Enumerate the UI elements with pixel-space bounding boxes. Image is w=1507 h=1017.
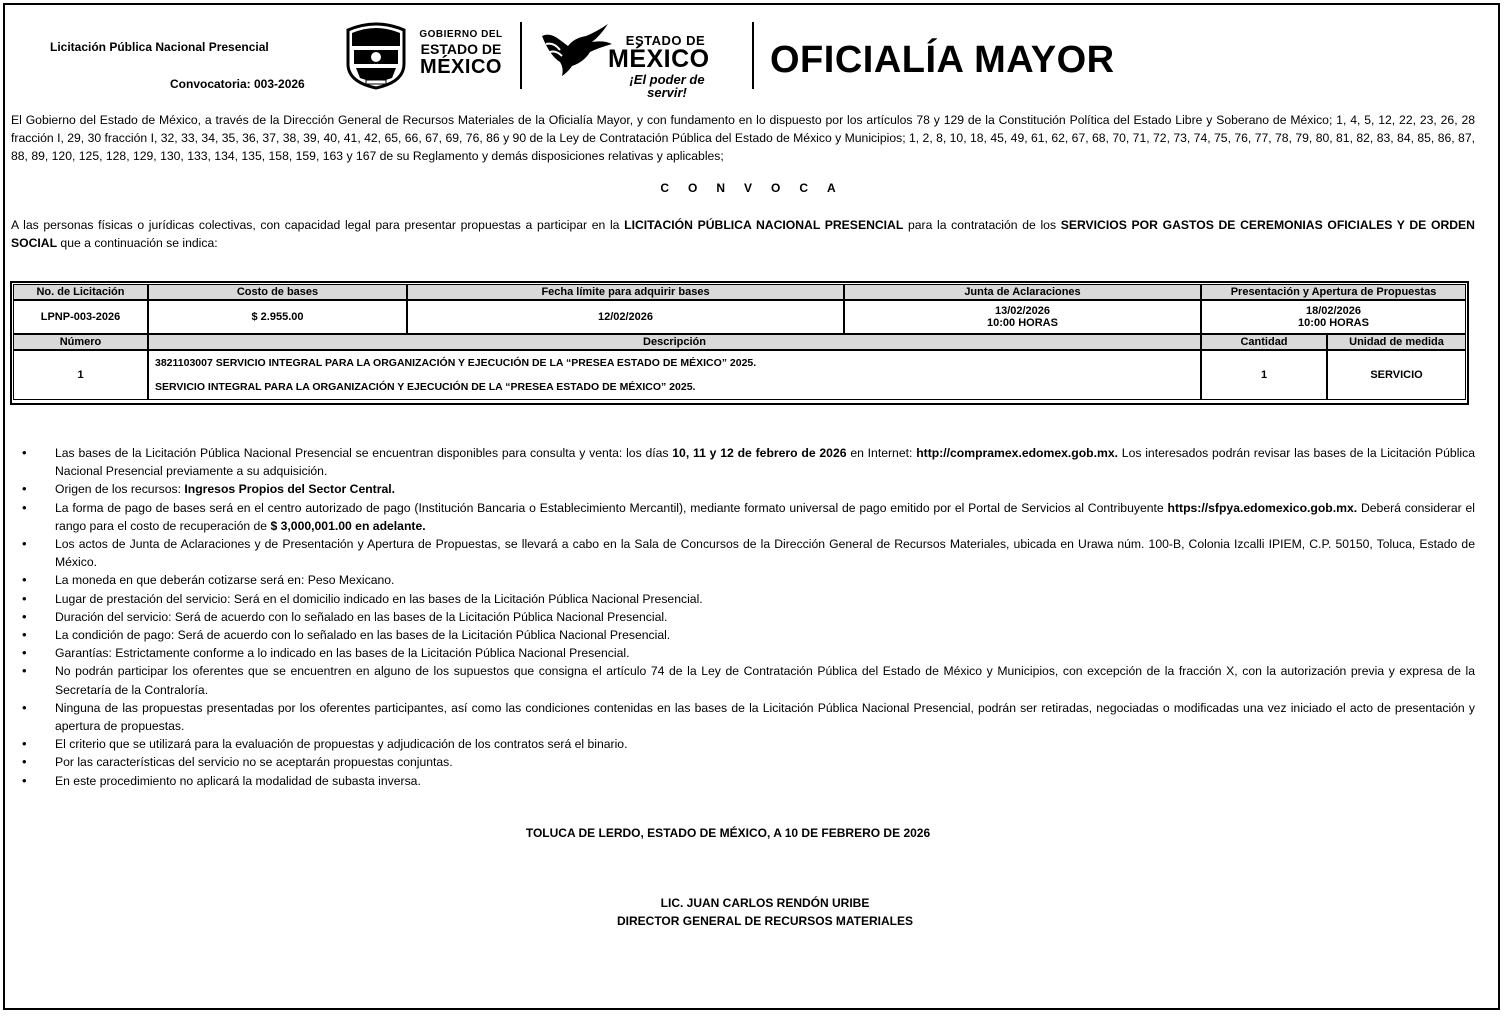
bold-run: LICITACIÓN PÚBLICA NACIONAL PRESENCIAL <box>624 218 904 232</box>
page-title: Licitación Pública Nacional Presencial <box>50 40 269 54</box>
desc-line: SERVICIO INTEGRAL PARA LA ORGANIZACIÓN Y EJECUCIÓN DE LA “PRESEA ESTADO DE MÉXICO” 2025. <box>155 381 696 393</box>
conditions-list <box>22 444 1475 790</box>
table-row <box>13 300 1466 334</box>
estado-wordmark <box>608 34 726 99</box>
table-row <box>13 350 1466 400</box>
list-item: • Ninguna de las propuestas presentadas por los oferentes participantes, así como las condiciones contenidas en las bases de la Licitación Pública Nacional Presencial, podrán ser retiradas, negociadas o modificadas una vez iniciado el acto de presentación y apertura de propuestas. <box>22 699 1475 735</box>
list-item: • Por las características del servicio no se aceptarán propuestas conjuntas. <box>22 753 1475 771</box>
edo-line2: MÉXICO <box>608 45 710 73</box>
text-run: para la contratación de los <box>903 218 1061 232</box>
desc-line: 3821103007 SERVICIO INTEGRAL PARA LA ORGANIZACIÓN Y EJECUCIÓN DE LA “PRESEA ESTADO DE MÉXICO” 2025. <box>155 357 757 369</box>
text-run: en Internet: <box>846 446 917 460</box>
list-item: • Lugar de prestación del servicio: Será en el domicilio indicado en las bases de la Licitación Pública Nacional Presencial. <box>22 590 1475 608</box>
cell-fecha-limite: 12/02/2026 <box>407 300 844 334</box>
gob-line1: GOBIERNO DEL <box>419 29 503 40</box>
edo-line1: ESTADO DE <box>625 33 706 48</box>
list-item: • No podrán participar los oferentes que se encuentren en alguno de los supuestos que consigna el artículo 74 de la Ley de Contratación Pública del Estado de México y Municipios, con excepción de la fracción X, con la autorización previa y expresa de la Secretaría de la Contraloría. <box>22 662 1475 698</box>
gob-line2: ESTADO DE <box>420 41 502 57</box>
city-date: TOLUCA DE LERDO, ESTADO DE MÉXICO, A 10 DE FEBRERO DE 2026 <box>525 826 931 840</box>
sfpya-url: https://sfpya.edomexico.gob.mx. <box>1167 500 1358 515</box>
text-run: A las personas físicas o jurídicas colectivas, con capacidad legal para presentar propuestas a participar en la <box>11 218 625 232</box>
gobierno-wordmark <box>416 30 506 77</box>
list-item: • Duración del servicio: Será de acuerdo con lo señalado en las bases de la Licitación Pública Nacional Presencial. <box>22 608 1475 626</box>
compramex-url: http://compramex.edomex.gob.mx. <box>916 446 1118 460</box>
header-cell: Unidad de medida <box>1327 334 1466 350</box>
divider <box>752 22 754 89</box>
list-item <box>22 480 1475 498</box>
intro-paragraph: El Gobierno del Estado de México, a través de la Dirección General de Recursos Materiales de la Oficialía Mayor, y con fundamento en lo dispuesto por los artículos 78 y 129 de la Constitución Política del Estado Libre y Soberano de México; 1, 4, 5, 12, 22, 23, 26, 28 fracción I, 29, 30 fracción I, 32, 33, 34, 35, 36, 37, 38, 39, 40, 41, 42, 65, 66, 67, 69, 76, 86 y 90 de la Ley de Contratación Pública del Estado de México y Municipios; 1, 2, 8, 10, 18, 45, 49, 61, 62, 67, 68, 70, 71, 72, 73, 74, 75, 76, 77, 78, 79, 80, 81, 82, 83, 84, 85, 86, 87, 88, 89, 120, 125, 128, 129, 130, 133, 134, 135, 158, 159, 163 y 167 de su Reglamento y demás disposiciones relativas y aplicables; <box>11 113 1475 163</box>
bold-run: $ 3,000,001.00 en adelante. <box>270 518 426 533</box>
junta-date: 13/02/2026 <box>994 305 1051 317</box>
header-cell: Número <box>13 334 148 350</box>
gob-line3: MÉXICO <box>420 56 502 78</box>
text-run: Deberá considerar el rango para el costo de recuperación de <box>55 500 1475 533</box>
cell-presentacion <box>1201 300 1466 334</box>
invitation-paragraph <box>11 216 1475 252</box>
presentacion-date: 18/02/2026 <box>1305 305 1362 317</box>
cell-unidad: SERVICIO <box>1327 350 1466 400</box>
list-item: • Garantías: Estrictamente conforme a lo indicado en las bases de la Licitación Pública Nacional Presencial. <box>22 644 1475 662</box>
header-cell: Descripción <box>148 334 1201 350</box>
state-seal-icon <box>342 20 410 90</box>
signer-title: DIRECTOR GENERAL DE RECURSOS MATERIALES <box>616 914 914 928</box>
header-cell: Costo de bases <box>148 284 407 300</box>
cell-cantidad: 1 <box>1201 350 1327 400</box>
list-item: • La condición de pago: Será de acuerdo con lo señalado en las bases de la Licitación Pública Nacional Presencial. <box>22 626 1475 644</box>
junta-time: 10:00 HORAS <box>987 317 1058 329</box>
list-item <box>22 444 1475 480</box>
divider <box>520 22 522 89</box>
licitacion-table <box>13 284 1466 400</box>
text-run: La forma de pago de bases será en el centro autorizado de pago (Institución Bancaria o Establecimiento Mercantil), mediante formato universal de pago emitido por el Portal de Servicios al Contribuyente <box>55 500 1168 515</box>
convoca-heading: CONVOCA <box>660 181 855 195</box>
table-header-row <box>13 284 1466 300</box>
header-cell: Presentación y Apertura de Propuestas <box>1201 284 1466 300</box>
office-title: OFICIALÍA MAYOR <box>770 39 1115 81</box>
header-cell: Cantidad <box>1201 334 1327 350</box>
list-item: • En este procedimiento no aplicará la modalidad de subasta inversa. <box>22 772 1475 790</box>
convocatoria-number: Convocatoria: 003-2026 <box>170 77 305 91</box>
header-cell: Junta de Aclaraciones <box>844 284 1201 300</box>
licitacion-table-frame <box>10 281 1469 405</box>
bold-run: Ingresos Propios del Sector Central. <box>184 482 396 497</box>
text-run: que a continuación se indica: <box>57 236 218 250</box>
list-item: • La moneda en que deberán cotizarse será en: Peso Mexicano. <box>22 571 1475 589</box>
list-item: • Los actos de Junta de Aclaraciones y de Presentación y Apertura de Propuestas, se llevará a cabo en la Sala de Concursos de la Dirección General de Recursos Materiales, ubicada en Urawa núm. 100-B, Colonia Izcalli IPIEM, C.P. 50150, Toluca, Estado de México. <box>22 535 1475 571</box>
header-cell: No. de Licitación <box>13 284 148 300</box>
bold-run: SERVICIOS POR GASTOS DE CEREMONIAS OFICIALES Y DE ORDEN SOCIAL <box>11 218 1475 250</box>
cell-descripcion <box>148 350 1201 400</box>
cell-item-numero: 1 <box>13 350 148 400</box>
edo-slogan: ¡El poder de servir! <box>629 72 705 100</box>
cell-junta <box>844 300 1201 334</box>
list-item <box>22 499 1475 535</box>
text-run: Las bases de la Licitación Pública Nacional Presencial se encuentran disponibles para consulta y venta: los días <box>55 446 673 460</box>
list-item: • El criterio que se utilizará para la evaluación de propuestas y adjudicación de los contratos será el binario. <box>22 735 1475 753</box>
bold-run: 10, 11 y 12 de febrero de 2026 <box>672 446 847 460</box>
header-cell: Fecha límite para adquirir bases <box>407 284 844 300</box>
signer-name: LIC. JUAN CARLOS RENDÓN URIBE <box>660 896 870 910</box>
cell-numero: LPNP-003-2026 <box>13 300 148 334</box>
hummingbird-logo-icon <box>538 22 616 78</box>
text-run: Origen de los recursos: <box>55 482 185 497</box>
text-run: Los interesados podrán revisar las bases de la Licitación Pública Nacional Presencial previamente a su adquisición. <box>55 446 1475 479</box>
presentacion-time: 10:00 HORAS <box>1298 317 1369 329</box>
cell-costo: $ 2.955.00 <box>148 300 407 334</box>
table-header-row <box>13 334 1466 350</box>
